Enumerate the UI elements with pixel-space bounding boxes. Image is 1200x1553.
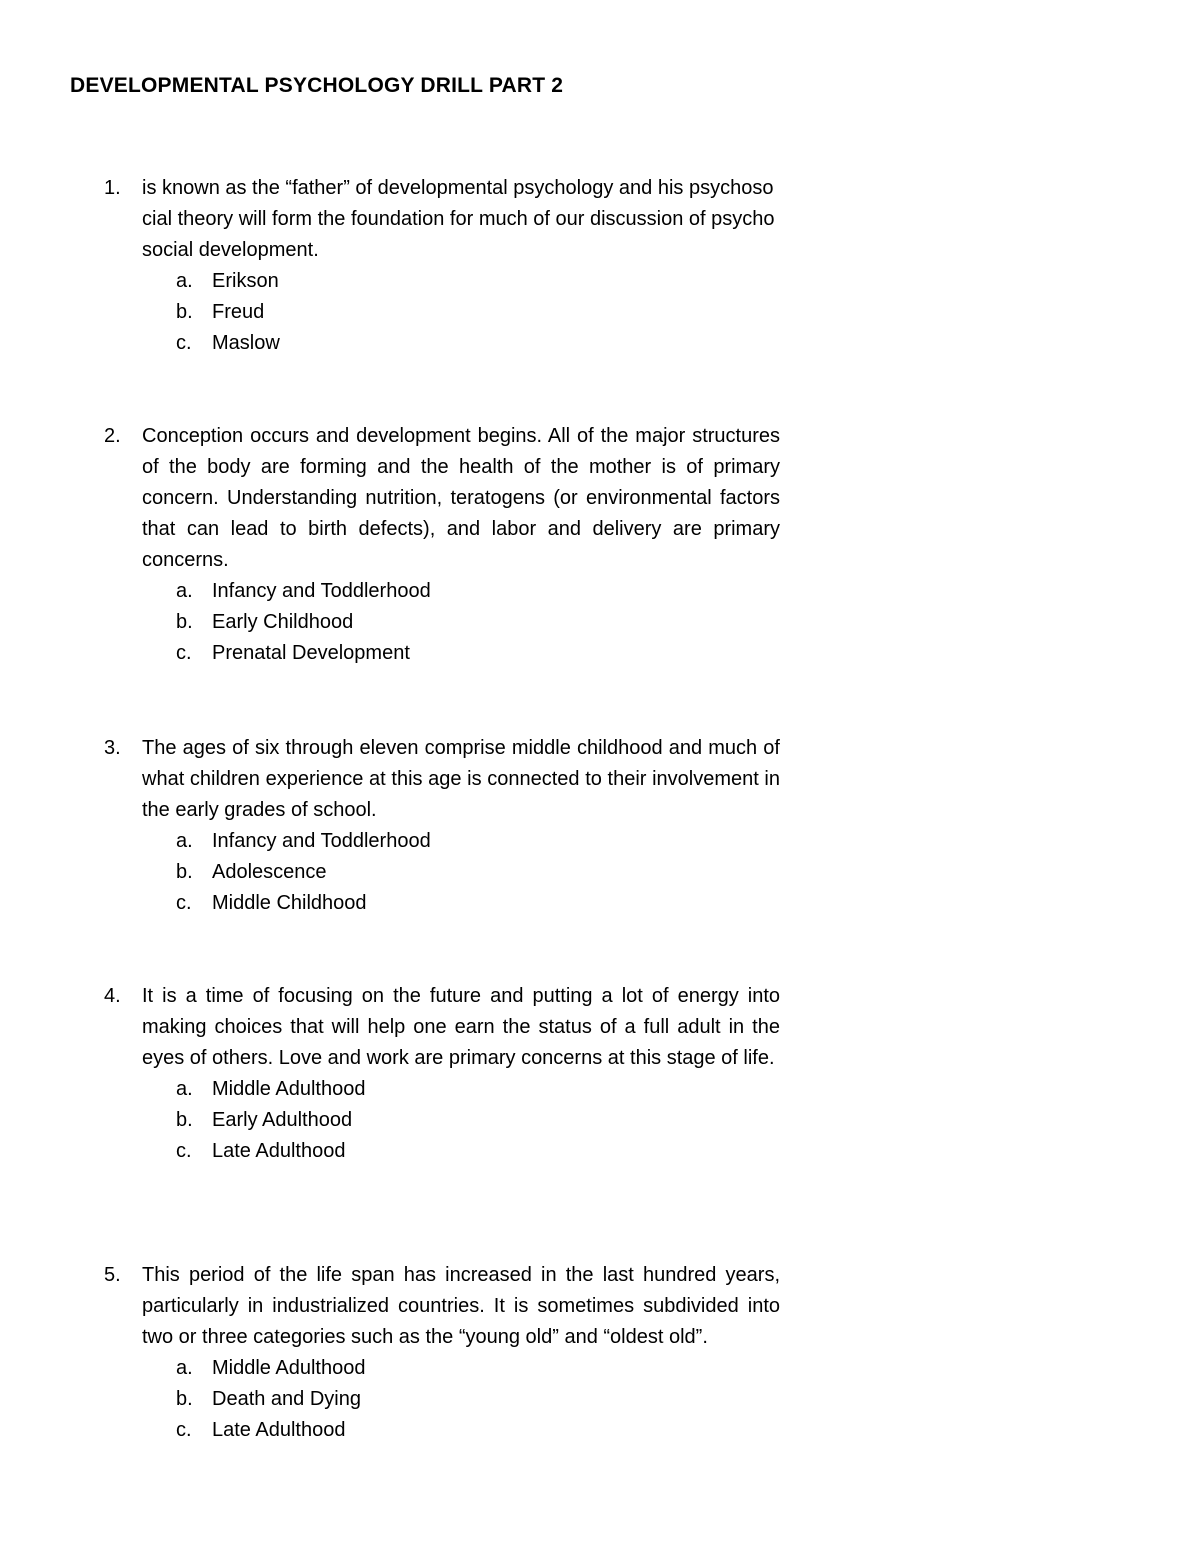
answer-option[interactable] bbox=[104, 1415, 780, 1446]
option-label: Late Adulthood bbox=[212, 1140, 346, 1162]
option-label: Middle Adulthood bbox=[212, 1357, 366, 1379]
question-1 bbox=[104, 173, 780, 359]
option-letter: c. bbox=[176, 642, 192, 664]
option-label: Prenatal Development bbox=[212, 642, 410, 664]
question-2 bbox=[104, 421, 780, 669]
option-letter: a. bbox=[176, 580, 193, 602]
option-letter: c. bbox=[176, 1140, 192, 1162]
answer-option[interactable] bbox=[104, 1353, 780, 1384]
answer-option[interactable] bbox=[104, 1136, 780, 1167]
answer-option[interactable] bbox=[104, 576, 780, 607]
option-label: Freud bbox=[212, 301, 265, 323]
answer-options bbox=[104, 1353, 780, 1446]
question-text: It is a time of focusing on the future and putting a lot of energy into making choices that will help one earn the status of a full adult in the eyes of others. Love and work are primary concerns at this stage of life. bbox=[142, 985, 780, 1069]
option-label: Adolescence bbox=[212, 861, 327, 883]
question-5 bbox=[104, 1260, 780, 1446]
answer-option[interactable] bbox=[104, 1105, 780, 1136]
answer-options bbox=[104, 826, 780, 919]
option-letter: a. bbox=[176, 1078, 193, 1100]
answer-option[interactable] bbox=[104, 888, 780, 919]
option-label: Late Adulthood bbox=[212, 1419, 346, 1441]
answer-options bbox=[104, 576, 780, 669]
option-letter: c. bbox=[176, 332, 192, 354]
question-number: 3. bbox=[104, 737, 121, 759]
option-label: Death and Dying bbox=[212, 1388, 361, 1410]
answer-option[interactable] bbox=[104, 1074, 780, 1105]
option-letter: b. bbox=[176, 301, 193, 323]
option-letter: c. bbox=[176, 892, 192, 914]
question-text: The ages of six through eleven comprise middle childhood and much of what children experience at this age is connected to their involvement in the early grades of school. bbox=[142, 737, 780, 821]
option-label: Erikson bbox=[212, 270, 279, 292]
option-letter: c. bbox=[176, 1419, 192, 1441]
option-letter: b. bbox=[176, 1388, 193, 1410]
answer-option[interactable] bbox=[104, 297, 780, 328]
option-label: Infancy and Toddlerhood bbox=[212, 580, 431, 602]
question-text: Conception occurs and development begins. All of the major structures of the body are forming and the health of the mother is of primary concern. Understanding nutrition, teratogens (or environmental factors that can lead to birth defects), and labor and delivery are primary concerns. bbox=[142, 425, 780, 571]
option-letter: a. bbox=[176, 270, 193, 292]
option-letter: a. bbox=[176, 1357, 193, 1379]
document-title: DEVELOPMENTAL PSYCHOLOGY DRILL PART 2 bbox=[70, 74, 564, 97]
question-text: is known as the “father” of developmental psychology and his psychosocial theory will form the foundation for much of our discussion of psychosocial development. bbox=[142, 177, 775, 261]
option-letter: b. bbox=[176, 611, 193, 633]
answer-option[interactable] bbox=[104, 266, 780, 297]
option-label: Middle Childhood bbox=[212, 892, 367, 914]
answer-options bbox=[104, 266, 780, 359]
question-4 bbox=[104, 981, 780, 1167]
option-label: Middle Adulthood bbox=[212, 1078, 366, 1100]
question-text: This period of the life span has increased in the last hundred years, particularly in industrialized countries. It is sometimes subdivided into two or three categories such as the “young old” and “oldest old”. bbox=[142, 1264, 780, 1348]
option-letter: b. bbox=[176, 861, 193, 883]
question-3 bbox=[104, 733, 780, 919]
answer-option[interactable] bbox=[104, 638, 780, 669]
option-letter: a. bbox=[176, 830, 193, 852]
question-number: 1. bbox=[104, 177, 121, 199]
question-number: 5. bbox=[104, 1264, 121, 1286]
option-label: Early Childhood bbox=[212, 611, 354, 633]
question-number: 4. bbox=[104, 985, 121, 1007]
answer-option[interactable] bbox=[104, 826, 780, 857]
answer-option[interactable] bbox=[104, 328, 780, 359]
option-label: Maslow bbox=[212, 332, 280, 354]
option-label: Infancy and Toddlerhood bbox=[212, 830, 431, 852]
option-label: Early Adulthood bbox=[212, 1109, 353, 1131]
answer-options bbox=[104, 1074, 780, 1167]
answer-option[interactable] bbox=[104, 607, 780, 638]
answer-option[interactable] bbox=[104, 857, 780, 888]
answer-option[interactable] bbox=[104, 1384, 780, 1415]
option-letter: b. bbox=[176, 1109, 193, 1131]
question-number: 2. bbox=[104, 425, 121, 447]
